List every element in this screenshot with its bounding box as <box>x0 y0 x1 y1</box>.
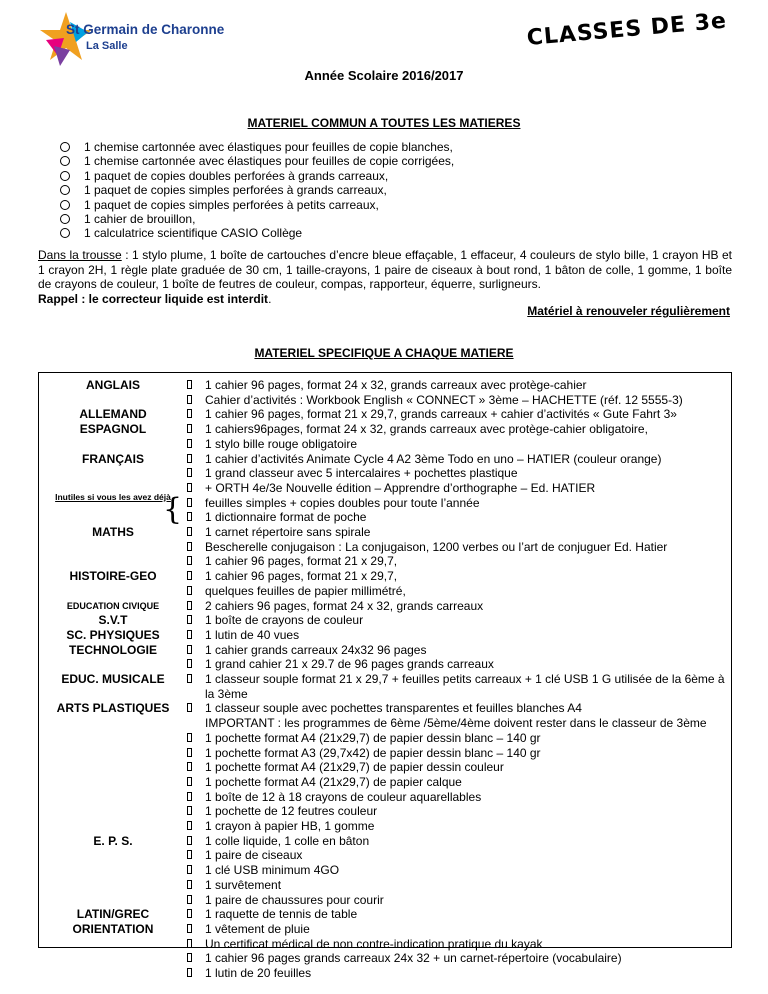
square-bullet-icon <box>187 483 192 492</box>
item-row <box>39 746 731 762</box>
item-row <box>39 716 731 732</box>
item-text: 1 pochette format A4 (21x29,7) de papier dessin couleur <box>205 760 504 775</box>
class-stamp: CLASSES DE 3e <box>525 8 728 51</box>
square-bullet-icon <box>187 703 192 712</box>
square-bullet-icon <box>187 468 192 477</box>
item-row <box>39 393 731 409</box>
item-text: 1 pochette format A4 (21x29,7) de papier calque <box>205 774 462 789</box>
item-row <box>39 848 731 864</box>
item-row <box>39 540 731 556</box>
square-bullet-icon <box>187 601 192 610</box>
item-row <box>39 657 731 673</box>
trousse-paragraph <box>38 248 732 306</box>
square-bullet-icon <box>187 659 192 668</box>
square-bullet-icon <box>187 630 192 639</box>
circle-bullet-icon <box>60 214 70 224</box>
common-item-text: 1 paquet de copies doubles perforées à grands carreaux, <box>84 168 389 183</box>
item-text: 1 cahier 96 pages, format 21 x 29,7, <box>205 554 398 569</box>
square-bullet-icon <box>187 586 192 595</box>
item-text: 1 dictionnaire format de poche <box>205 510 367 525</box>
item-text: 1 raquette de tennis de table <box>205 907 358 922</box>
renew-note: Matériel à renouveler régulièrement <box>527 304 730 318</box>
circle-bullet-icon <box>60 228 70 238</box>
item-text: 1 boîte de crayons de couleur <box>205 613 364 628</box>
item-text: 2 cahiers 96 pages, format 24 x 32, grands carreaux <box>205 598 484 613</box>
specific-table <box>38 372 732 980</box>
school-year: Année Scolaire 2016/2017 <box>304 68 464 83</box>
item-row <box>39 422 731 438</box>
item-text: 1 cahier d’activités Animate Cycle 4 A2 3ème Todo en uno – HATIER (couleur orange) <box>205 451 662 466</box>
item-text: Cahier d’activités : Workbook English « CONNECT » 3ème – HACHETTE (réf. 12 5555-3) <box>205 392 683 407</box>
square-bullet-icon <box>187 909 192 918</box>
square-bullet-icon <box>187 748 192 757</box>
common-item <box>60 154 454 168</box>
item-text: feuilles simples + copies doubles pour toute l’année <box>205 495 480 510</box>
item-row <box>39 510 731 526</box>
item-row <box>39 569 731 585</box>
item-text: 1 cahier 96 pages, format 21 x 29,7, grands carreaux + cahier d’activités « Gute Fahrt 3» <box>205 407 677 422</box>
item-row <box>39 937 731 953</box>
common-item-text: 1 chemise cartonnée avec élastiques pour feuilles de copie corrigées, <box>84 154 455 169</box>
item-text: 1 boîte de 12 à 18 crayons de couleur aquarellables <box>205 789 482 804</box>
subject-label: FRANÇAIS <box>82 451 144 466</box>
square-bullet-icon <box>187 674 192 683</box>
trousse-label: Dans la trousse <box>38 248 122 262</box>
item-text: 1 survêtement <box>205 877 282 892</box>
subject-label: EDUCATION CIVIQUE <box>66 600 160 611</box>
item-row <box>39 378 731 394</box>
common-item <box>60 169 454 183</box>
square-bullet-icon <box>187 571 192 580</box>
item-row <box>39 893 731 909</box>
square-bullet-icon <box>187 527 192 536</box>
subject-label: EDUC. MUSICALE <box>61 672 165 686</box>
item-row <box>39 907 731 923</box>
trousse-text: : 1 stylo plume, 1 boîte de cartouches d’encre bleue effaçable, 1 effaceur, 4 couleurs de stylo bille, 1 crayon HB et 1 crayon 2H, 1 règle plate graduée de 30 cm, 1 taille-crayons, 1 paire de ciseaux à bout rond, 1 bâton de colle, 1 gomme, 1 boîte de crayons de couleur, 1 boîte de feutres de couleur, compas, rapporteur, équerre, surligneurs. <box>38 248 732 291</box>
subject-label: MATHS <box>92 525 134 539</box>
subject-label: SC. PHYSIQUES <box>66 627 160 642</box>
square-bullet-icon <box>187 792 192 801</box>
circle-bullet-icon <box>60 171 70 181</box>
item-row <box>39 437 731 453</box>
item-text: 1 vêtement de pluie <box>205 921 310 936</box>
square-bullet-icon <box>187 924 192 933</box>
square-bullet-icon <box>187 615 192 624</box>
item-text: 1 cahier 96 pages grands carreaux 24x 32 + un carnet-répertoire (vocabulaire) <box>205 951 622 966</box>
common-item <box>60 140 454 154</box>
common-item-text: 1 paquet de copies simples perforées à grands carreaux, <box>84 183 387 198</box>
subject-label: HISTOIRE-GEO <box>69 569 157 584</box>
item-text: 1 stylo bille rouge obligatoire <box>205 436 358 451</box>
subject-label: S.V.T <box>98 613 128 628</box>
item-text: 1 classeur souple format 21 x 29,7 + feuilles petits carreaux + 1 clé USB 1 G utilisée de la 6ème à la 3ème <box>205 672 725 701</box>
school-logo <box>36 10 226 70</box>
brace-icon: { <box>163 492 183 527</box>
item-text: 1 colle liquide, 1 colle en bâton <box>205 833 370 848</box>
item-row <box>39 525 731 541</box>
common-item <box>60 226 454 240</box>
subject-label: ORIENTATION <box>72 921 154 936</box>
school-subname: La Salle <box>86 40 128 52</box>
item-text: 1 lutin de 20 feuilles <box>205 966 312 980</box>
square-bullet-icon <box>187 821 192 830</box>
circle-bullet-icon <box>60 142 70 152</box>
subject-label: ESPAGNOL <box>79 422 147 437</box>
item-row <box>39 496 731 512</box>
square-bullet-icon <box>187 733 192 742</box>
item-row <box>39 790 731 806</box>
item-row <box>39 760 731 776</box>
item-text: 1 paire de chaussures pour courir <box>205 892 384 907</box>
item-text: Un certificat médical de non contre-indication pratique du kayak <box>205 936 543 951</box>
common-item-text: 1 paquet de copies simples perforées à petits carreaux, <box>84 197 379 212</box>
common-item-text: 1 calculatrice scientifique CASIO Collège <box>84 226 303 241</box>
specific-title: MATERIEL SPECIFIQUE A CHAQUE MATIERE <box>254 346 514 360</box>
item-text: 1 cahier grands carreaux 24x32 96 pages <box>205 642 427 657</box>
item-row <box>39 775 731 791</box>
item-text: + ORTH 4e/3e Nouvelle édition – Apprendre d’orthographe – Ed. HATIER <box>205 480 596 495</box>
item-row <box>39 804 731 820</box>
square-bullet-icon <box>187 454 192 463</box>
item-row <box>39 599 731 615</box>
square-bullet-icon <box>187 895 192 904</box>
subject-label: ARTS PLASTIQUES <box>56 701 170 716</box>
item-row <box>39 701 731 717</box>
common-item-text: 1 chemise cartonnée avec élastiques pour feuilles de copie blanches, <box>84 140 453 154</box>
square-bullet-icon <box>187 762 192 771</box>
item-text: 1 lutin de 40 vues <box>205 627 300 642</box>
square-bullet-icon <box>187 439 192 448</box>
subject-label: E. P. S. <box>93 833 133 848</box>
item-row <box>39 584 731 600</box>
square-bullet-icon <box>187 850 192 859</box>
circle-bullet-icon <box>60 200 70 210</box>
common-list <box>60 140 454 241</box>
item-text: 1 grand cahier 21 x 29.7 de 96 pages grands carreaux <box>205 657 494 672</box>
item-row <box>39 672 731 701</box>
subject-label: Inutiles si vous les avez déjà <box>55 491 171 502</box>
square-bullet-icon <box>187 806 192 815</box>
item-text: IMPORTANT : les programmes de 6ème /5ème/4ème doivent rester dans le classeur de 3ème <box>205 716 707 731</box>
square-bullet-icon <box>187 512 192 521</box>
square-bullet-icon <box>187 865 192 874</box>
rappel-end: . <box>268 291 272 306</box>
item-text: 1 classeur souple avec pochettes transparentes et feuilles blanches A4 <box>205 701 582 716</box>
item-row <box>39 878 731 894</box>
item-row <box>39 643 731 659</box>
item-row <box>39 628 731 644</box>
item-row <box>39 834 731 850</box>
square-bullet-icon <box>187 424 192 433</box>
item-row <box>39 554 731 570</box>
common-title: MATERIEL COMMUN A TOUTES LES MATIERES <box>247 116 521 130</box>
subject-label: TECHNOLOGIE <box>68 642 157 657</box>
common-item <box>60 212 454 226</box>
item-row <box>39 613 731 629</box>
item-row <box>39 407 731 423</box>
square-bullet-icon <box>187 880 192 889</box>
square-bullet-icon <box>187 645 192 654</box>
school-name: St Germain de Charonne <box>66 22 225 37</box>
common-item <box>60 183 454 197</box>
item-text: 1 pochette format A3 (29,7x42) de papier dessin blanc – 140 gr <box>205 745 541 760</box>
item-text: 1 pochette format A4 (21x29,7) de papier dessin blanc – 140 gr <box>205 730 541 745</box>
item-text: 1 cahiers96pages, format 24 x 32, grands carreaux avec protège-cahier obligatoire, <box>205 422 648 437</box>
item-row <box>39 731 731 747</box>
common-item-text: 1 cahier de brouillon, <box>84 211 196 226</box>
square-bullet-icon <box>187 542 192 551</box>
rappel-text: Rappel : le correcteur liquide est interdit <box>38 291 269 306</box>
square-bullet-icon <box>187 939 192 948</box>
subject-label: LATIN/GREC <box>76 907 150 922</box>
item-text: 1 paire de ciseaux <box>205 848 303 863</box>
item-text: 1 cahier 96 pages, format 24 x 32, grands carreaux avec protège-cahier <box>205 378 587 392</box>
item-row <box>39 466 731 482</box>
square-bullet-icon <box>187 968 192 977</box>
item-row <box>39 966 731 982</box>
circle-bullet-icon <box>60 156 70 166</box>
item-row <box>39 452 731 468</box>
subject-label: ALLEMAND <box>79 407 147 422</box>
item-text: 1 cahier 96 pages, format 21 x 29,7, <box>205 569 398 584</box>
square-bullet-icon <box>187 836 192 845</box>
item-text: 1 grand classeur avec 5 intercalaires + pochettes plastique <box>205 466 518 481</box>
item-text: 1 crayon à papier HB, 1 gomme <box>205 819 375 833</box>
subject-label: ANGLAIS <box>86 378 140 392</box>
item-text: quelques feuilles de papier millimétré, <box>205 583 406 598</box>
item-row <box>39 819 731 835</box>
item-row <box>39 481 731 497</box>
square-bullet-icon <box>187 409 192 418</box>
item-row <box>39 863 731 879</box>
item-row <box>39 922 731 938</box>
square-bullet-icon <box>187 498 192 507</box>
square-bullet-icon <box>187 380 192 389</box>
item-text: 1 pochette de 12 feutres couleur <box>205 804 378 819</box>
item-row <box>39 951 731 967</box>
square-bullet-icon <box>187 777 192 786</box>
square-bullet-icon <box>187 556 192 565</box>
item-text: 1 clé USB minimum 4GO <box>205 863 340 878</box>
square-bullet-icon <box>187 953 192 962</box>
item-text: 1 carnet répertoire sans spirale <box>205 525 371 539</box>
item-text: Bescherelle conjugaison : La conjugaison, 1200 verbes ou l’art de conjuguer Ed. Hatier <box>205 539 668 554</box>
common-item <box>60 198 454 212</box>
square-bullet-icon <box>187 395 192 404</box>
circle-bullet-icon <box>60 185 70 195</box>
